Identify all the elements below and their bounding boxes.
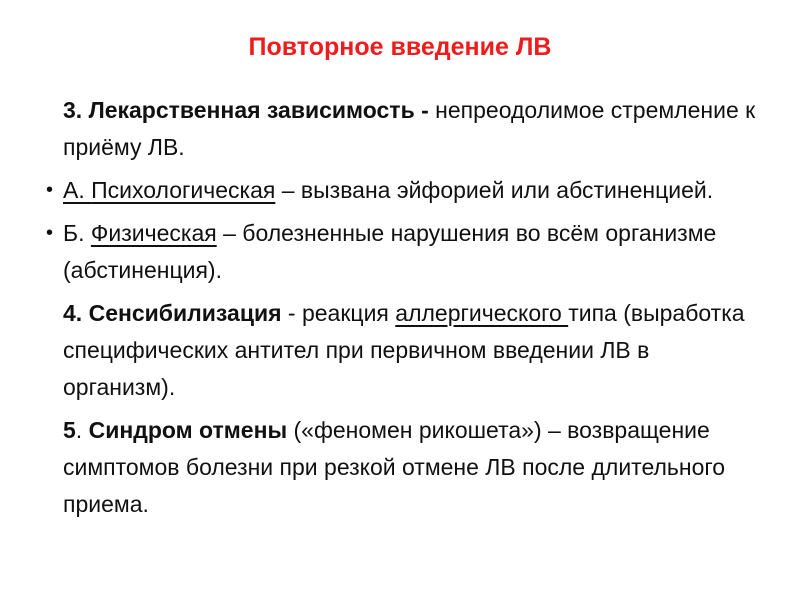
item-text: болезненные нарушения во всём организме (абстиненция).	[63, 220, 717, 283]
item-text: («феномен рикошета») – возвращение симптомов болезни при резкой отмене ЛВ после длительного приема.	[63, 417, 726, 517]
item-term: Физическая	[90, 220, 217, 246]
item-separator: - реакция	[281, 300, 396, 326]
bullet-icon: •	[46, 179, 54, 201]
item-text: типа (выработка специфических антител при первичном введении ЛВ в организм).	[63, 300, 745, 400]
item-drug-dependence	[46, 92, 766, 166]
slide-title: Повторное введение ЛВ	[248, 33, 552, 61]
bullet-icon: •	[46, 222, 54, 244]
item-text: непреодолимое стремление к приёму ЛВ.	[63, 97, 756, 160]
item-number: 3.	[63, 97, 89, 123]
item-separator: -	[414, 97, 436, 123]
item-separator: –	[216, 220, 243, 246]
item-number: А.	[63, 177, 92, 203]
item-term: Сенсибилизация	[88, 300, 282, 326]
slide-content	[46, 92, 766, 529]
item-number: 4.	[63, 300, 89, 326]
item-psychological	[46, 172, 766, 209]
item-term: Лекарственная зависимость	[88, 97, 415, 123]
item-sensitization	[46, 295, 766, 406]
item-number: 5	[63, 417, 76, 443]
item-text: вызвана эйфорией или абстиненцией.	[300, 177, 714, 203]
item-withdrawal-syndrome	[46, 412, 766, 523]
item-separator: –	[275, 177, 301, 203]
item-highlight: аллергического	[395, 300, 569, 326]
item-term: Психологическая	[91, 177, 276, 203]
item-term: Синдром отмены	[88, 417, 288, 443]
item-physical	[46, 215, 766, 289]
item-number-tail: .	[75, 417, 89, 443]
item-number: Б.	[63, 220, 91, 246]
